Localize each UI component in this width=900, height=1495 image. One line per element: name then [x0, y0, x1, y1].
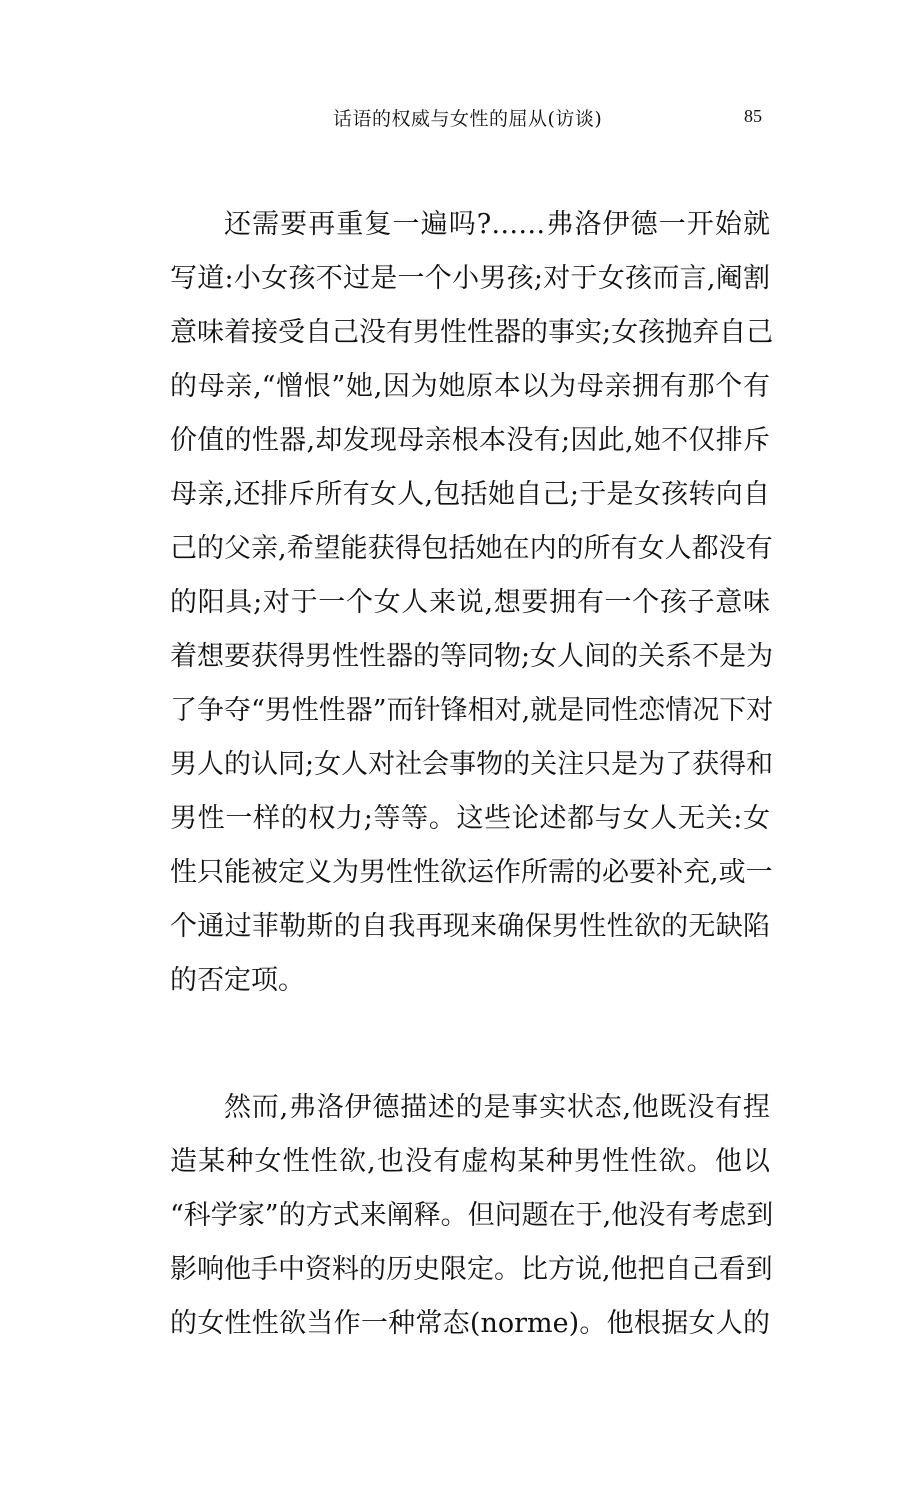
text-line: “科学家”的方式来阐释。但问题在于,他没有考虑到	[170, 1200, 774, 1231]
text-line: 性只能被定义为男性性欲运作所需的必要补充,或一	[170, 857, 773, 888]
text-line: 还需要再重复一遍吗?……弗洛伊德一开始就	[224, 209, 770, 240]
text-line: 的女性性欲当作一种常态(norme)。他根据女人的	[170, 1308, 770, 1339]
text-line: 着想要获得男性性器的等同物;女人间的关系不是为	[170, 641, 774, 672]
text-line: 意味着接受自己没有男性性器的事实;女孩抛弃自己	[170, 317, 774, 348]
text-line: 然而,弗洛伊德描述的是事实状态,他既没有捏	[224, 1092, 770, 1123]
text-line: 男人的认同;女人对社会事物的关注只是为了获得和	[170, 749, 774, 780]
text-line: 影响他手中资料的历史限定。比方说,他把自己看到	[170, 1254, 773, 1285]
text-line: 价值的性器,却发现母亲根本没有;因此,她不仅排斥	[170, 425, 770, 456]
text-line: 的否定项。	[170, 965, 305, 996]
text-line: 男性一样的权力;等等。这些论述都与女人无关:女	[170, 803, 770, 834]
text-line: 个通过菲勒斯的自我再现来确保男性性欲的无缺陷	[170, 911, 770, 942]
paragraph-2	[170, 1081, 774, 1351]
page-number: 85	[744, 106, 762, 126]
text-line: 的母亲,“憎恨”她,因为她原本以为母亲拥有那个有	[170, 371, 770, 402]
running-title: 话语的权威与女性的屈从(访谈)	[333, 108, 603, 130]
text-line: 造某种女性性欲,也没有虚构某种男性性欲。他以	[170, 1146, 770, 1177]
running-header	[0, 104, 900, 136]
text-line: 母亲,还排斥所有女人,包括她自己;于是女孩转向自	[170, 479, 770, 510]
paragraph-1	[170, 198, 774, 1008]
text-line: 写道:小女孩不过是一个小男孩;对于女孩而言,阉割	[170, 263, 770, 294]
text-line: 了争夺“男性性器”而针锋相对,就是同性恋情况下对	[170, 695, 774, 726]
text-line: 的阳具;对于一个女人来说,想要拥有一个孩子意味	[170, 587, 770, 618]
text-line: 己的父亲,希望能获得包括她在内的所有女人都没有	[170, 533, 773, 564]
